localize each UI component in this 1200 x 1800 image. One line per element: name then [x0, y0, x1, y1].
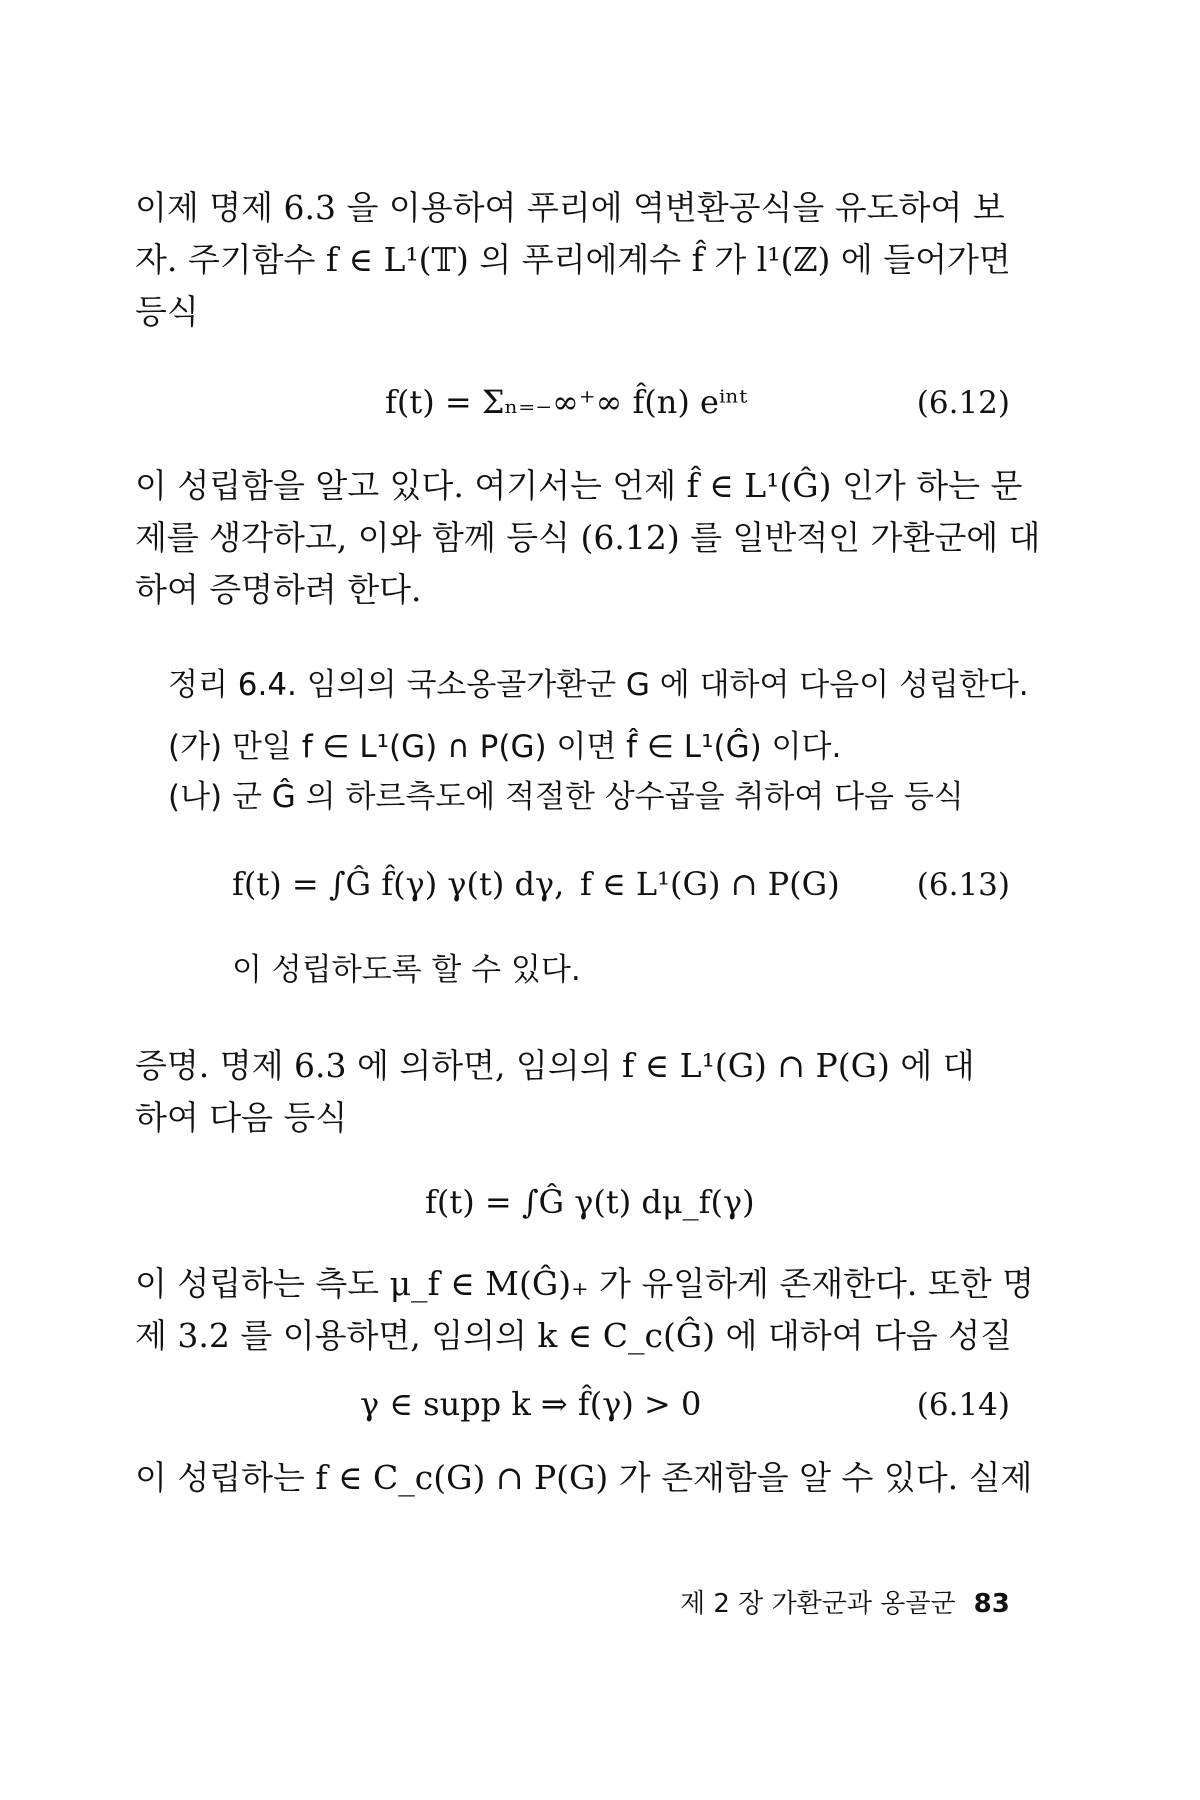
chapter-title: 제 2 장 가환군과 옹골군 — [680, 1589, 956, 1619]
paragraph-motivation — [135, 460, 1041, 616]
paragraph-proof — [135, 1040, 1015, 1144]
page-number: 83 — [973, 1589, 1010, 1619]
paragraph-measure — [135, 1258, 1034, 1362]
text-line: 제를 생각하고, 이와 함께 등식 (6.12) 를 일반적인 가환군에 대 — [135, 518, 1041, 557]
equation-6-13-condition: f ∈ L¹(G) ∩ P(G) — [580, 865, 840, 903]
text-line: 자. 주기함수 f ∈ L¹(𝕋) 의 푸리에계수 f̂ 가 l¹(ℤ) 에 들어가면 — [135, 240, 1011, 279]
text-line: 하여 다음 등식 — [135, 1098, 348, 1137]
text-line: 증명. 명제 6.3 에 의하면, 임의의 f ∈ L¹(G) ∩ P(G) 에 대 — [135, 1046, 975, 1085]
theorem-conclusion: 이 성립하도록 할 수 있다. — [232, 952, 581, 988]
theorem-item-a: (가) 만일 f ∈ L¹(G) ∩ P(G) 이면 f̂ ∈ L¹(Ĝ) 이다. — [168, 729, 842, 765]
equation-number-6-13: (6.13) — [916, 867, 1010, 903]
text-line: 등식 — [135, 292, 199, 331]
equation-number-6-12: (6.12) — [916, 385, 1010, 421]
text-line: 제 3.2 를 이용하면, 임의의 k ∈ C_c(Ĝ) 에 대하여 다음 성질 — [135, 1316, 1013, 1355]
paragraph-intro — [135, 182, 1015, 338]
paragraph-existence — [135, 1452, 1033, 1504]
equation-6-12: f(t) = Σₙ₌₋∞⁺∞ f̂(n) eⁱⁿᵗ — [385, 383, 748, 421]
equation-6-13: f(t) = ∫Ĝ f̂(γ) γ(t) dγ, — [232, 865, 565, 903]
equation-proof-measure: f(t) = ∫Ĝ γ(t) dμ_f(γ) — [425, 1183, 755, 1221]
equation-6-14: γ ∈ supp k ⇒ f̂(γ) > 0 — [360, 1385, 702, 1423]
text-line: 이제 명제 6.3 을 이용하여 푸리에 역변환공식을 유도하여 보 — [135, 188, 1005, 227]
theorem-heading: 정리 6.4. 임의의 국소옹골가환군 G 에 대하여 다음이 성립한다. — [168, 667, 1029, 703]
page-footer — [680, 1583, 1010, 1620]
text-line: 이 성립하는 측도 μ_f ∈ M(Ĝ)₊ 가 유일하게 존재한다. 또한 명 — [135, 1264, 1034, 1303]
theorem-item-b: (나) 군 Ĝ 의 하르측도에 적절한 상수곱을 취하여 다음 등식 — [168, 779, 964, 815]
equation-number-6-14: (6.14) — [916, 1387, 1010, 1423]
text-line: 하여 증명하려 한다. — [135, 570, 422, 609]
text-line: 이 성립하는 f ∈ C_c(G) ∩ P(G) 가 존재함을 알 수 있다. 실제 — [135, 1458, 1033, 1497]
text-line: 이 성립함을 알고 있다. 여기서는 언제 f̂ ∈ L¹(Ĝ) 인가 하는 문 — [135, 466, 1023, 505]
theorem-6-4 — [168, 660, 1028, 822]
